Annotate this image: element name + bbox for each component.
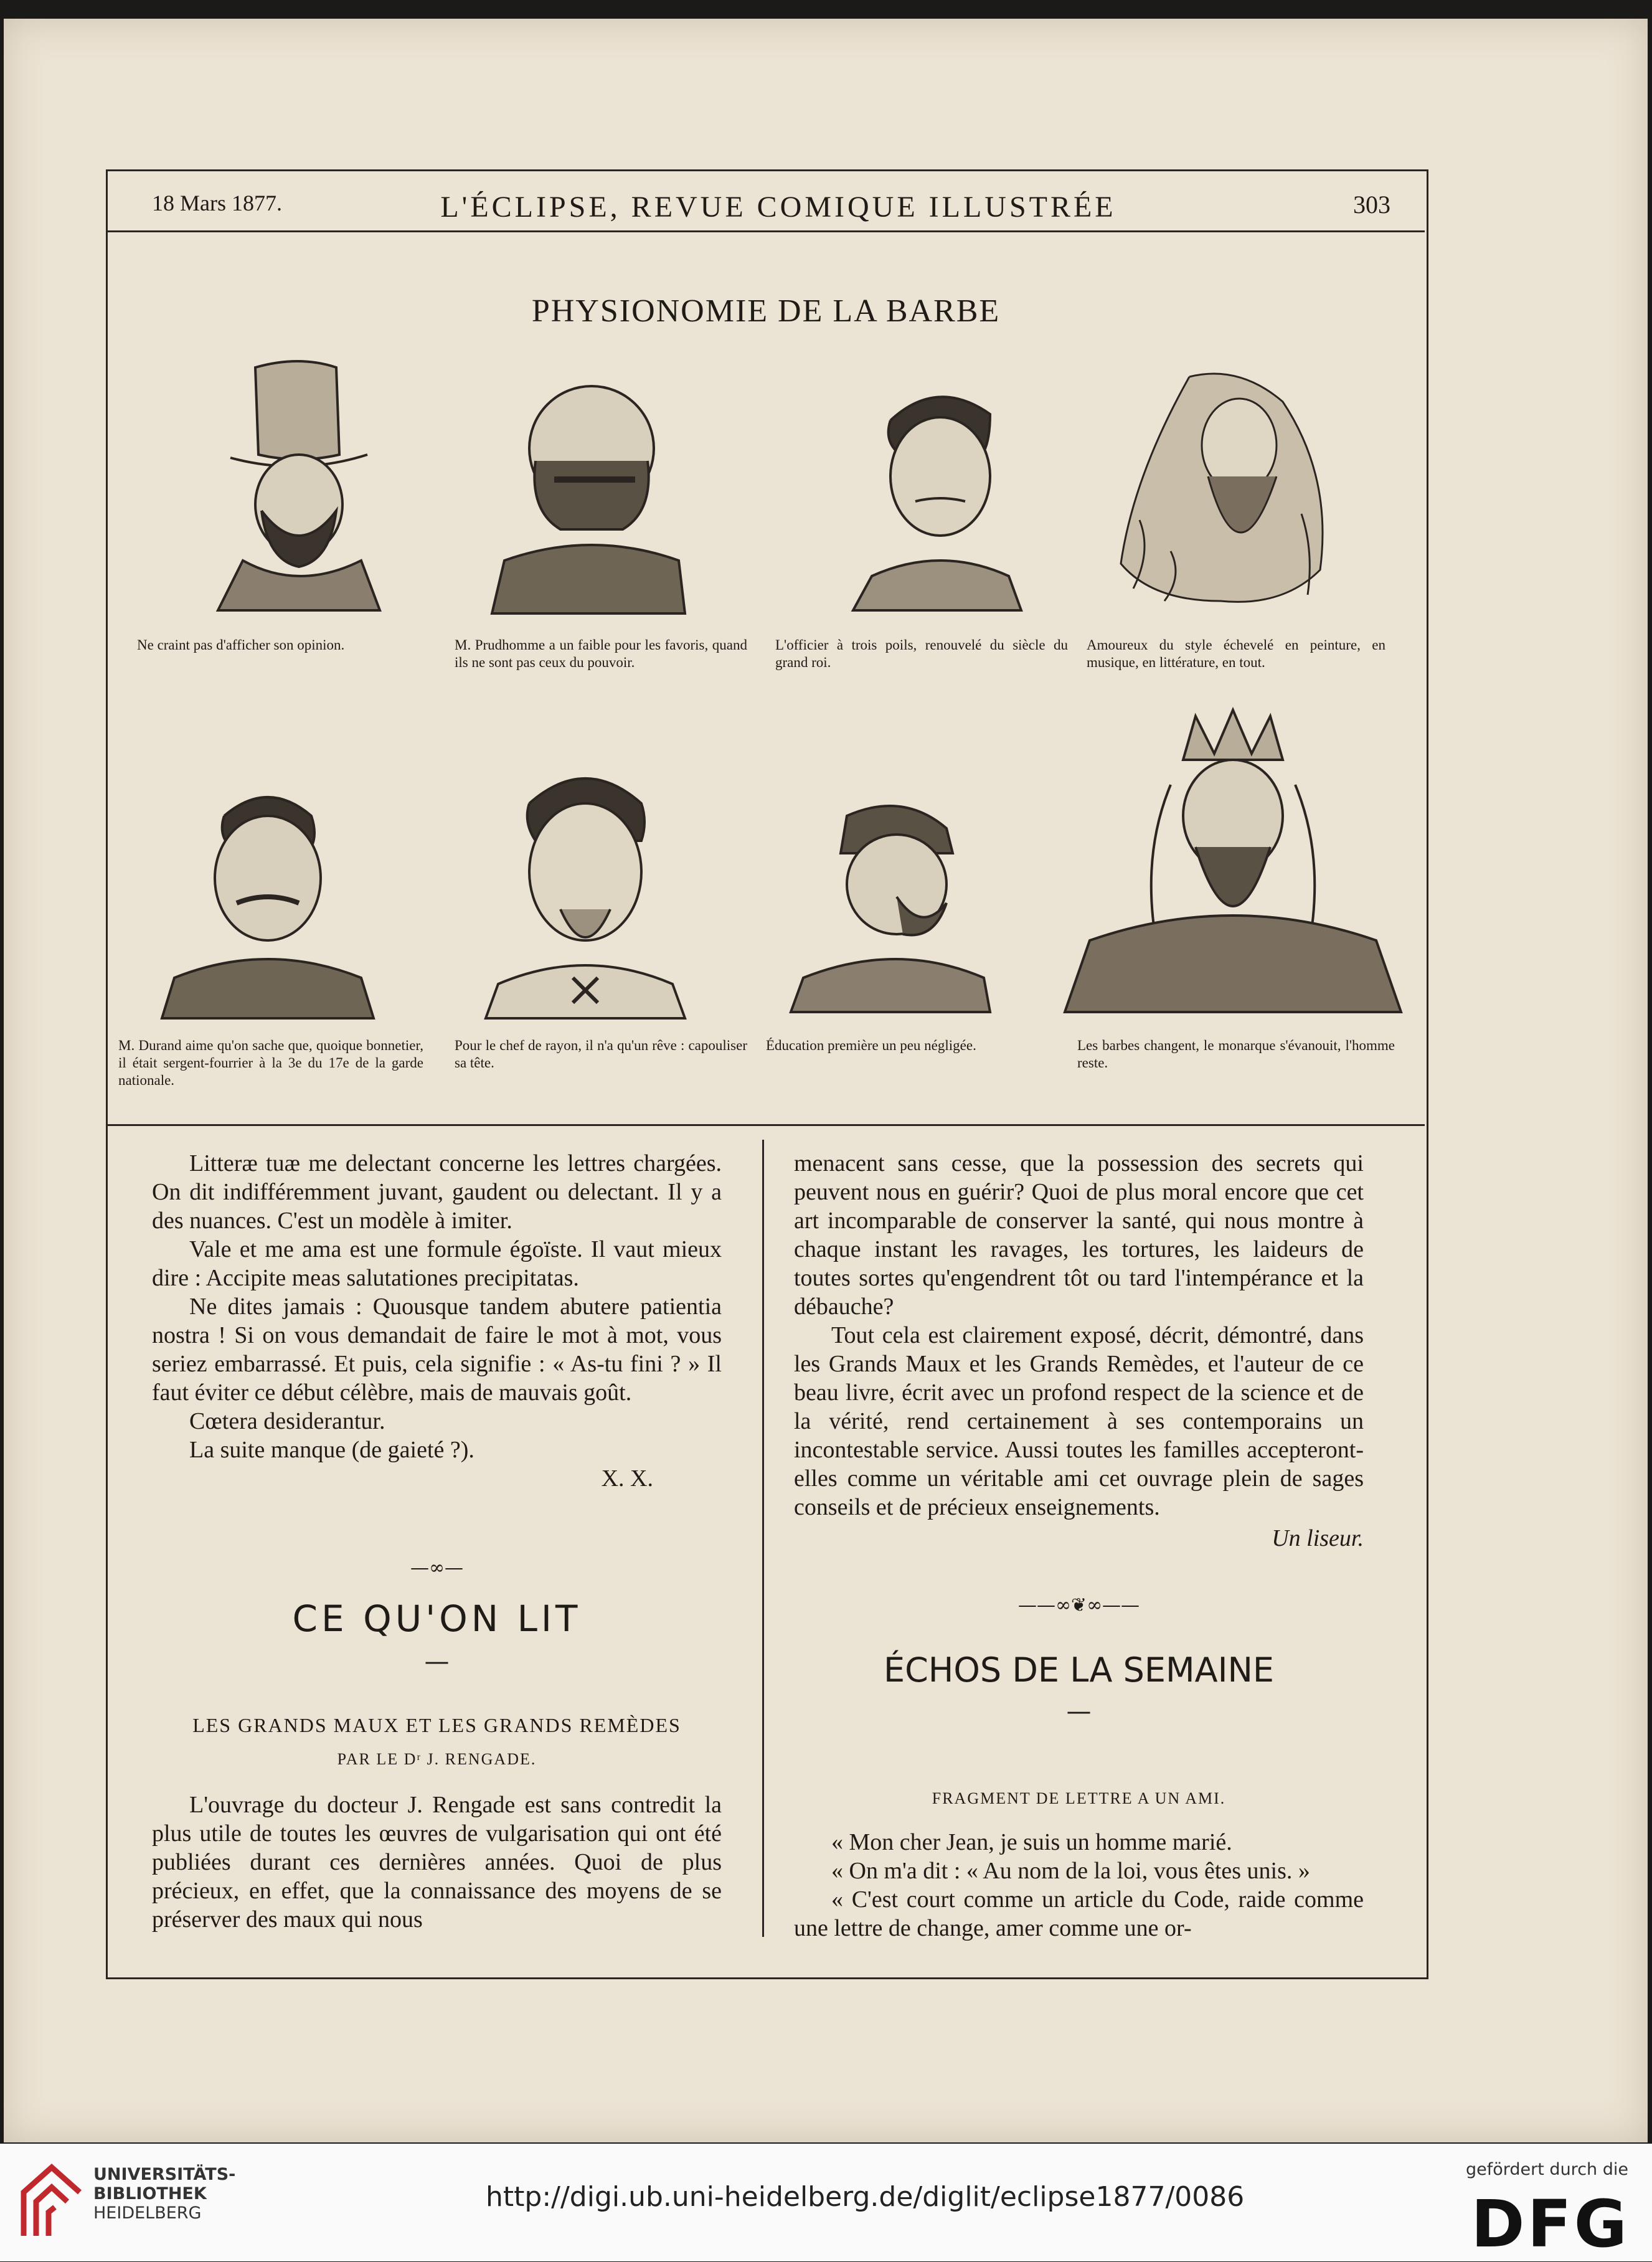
university-library-name [93,2165,235,2223]
paragraph: menacent sans cesse, que la possession des secrets qui peuvent nous en guérir? Quoi de plus moral encore que cet art incomparable de conserver la santé, qui nous montre à chaque instant les ravages, les tortures, les laideurs de toutes sortes qu'engendrent tôt ou tard l'intempérance et la débauche? [794,1150,1364,1320]
review-body [152,1791,722,1934]
dfg-logo[interactable]: DFG [1471,2186,1630,2262]
paragraph: Cœtera desiderantur. [189,1408,385,1434]
paragraph: « C'est court comme un article du Code, raide comme une lettre de change, amer comme une or- [794,1886,1364,1941]
paragraph: Vale et me ama est une formule égoïste. Il vaut mieux dire : Accipite meas salutationes precipitatas. [152,1236,722,1291]
ornament: —∞— [410,1557,463,1579]
ornament: ——∞❦∞—— [1017,1594,1140,1616]
illustration-rule [107,1124,1425,1126]
paragraph: La suite manque (de gaieté ?). [189,1437,474,1463]
caption-6: Pour le chef de rayon, il n'a qu'un rêve : capouliser sa tête. [455,1038,747,1071]
paragraph: Tout cela est clairement exposé, décrit, démontré, dans les Grands Maux et les Grands Remèdes, et l'auteur de ce beau livre, écrit avec un profond respect de la science et de la vérité, rend certainement à ses contemporains un incontestable service. Aussi toutes les familles accepteront-elles comme un véritable ami cet ouvrage plein de sages conseils et de précieux enseignements. [794,1322,1364,1520]
echos-heading: ÉCHOS DE LA SEMAINE [883,1650,1275,1690]
portrait-durand-icon [149,778,386,1021]
portrait-long-beard-icon [1096,364,1357,613]
portrait-cap-man-icon [778,791,1003,1015]
letter-title: FRAGMENT DE LETTRE A UN AMI. [932,1789,1226,1807]
caption-2: M. Prudhomme a un faible pour les favoris, quand ils ne sont pas ceux du pouvoir. [455,637,747,670]
caption-5: M. Durand aime qu'on sache que, quoique bonnetier, il était sergent-fourrier à la 3e du 17e de la garde nationale. [118,1038,423,1088]
column-divider [762,1140,764,1937]
ce-quon-lit-heading: CE QU'ON LIT [292,1597,582,1640]
caption-4: Amoureux du style échevelé en peinture, en musique, en littérature, en tout. [1087,637,1385,670]
signature: Un liseur. [1272,1525,1364,1551]
paragraph: L'ouvrage du docteur J. Rengade est sans contredit la plus utile de toutes les œuvres de vulgarisation qui ont été publiées durant ces dernières années. Quoi de plus précieux, en effet, que la connaissance des moyens de se préserver des maux qui nous [152,1792,722,1933]
portrait-chef-de-rayon-icon [467,760,704,1021]
portrait-bald-favoris-icon [479,374,691,617]
portrait-tall-hat-icon [205,355,392,617]
portrait-crowned-monarch-icon [1052,704,1414,1015]
right-column-text [794,1149,1364,1553]
library-line: HEIDELBERG [93,2203,202,2223]
caption-3: L'officier à trois poils, renouvelé du siècle du grand roi. [775,637,1068,670]
header-rule [107,230,1425,232]
paragraph: Ne dites jamais : Quousque tandem abutere patientia nostra ! Si on vous demandait de faire le mot à mot, vous seriez embarrassé. Et puis, cela signifie : « As-tu fini ? » Il faut éviter ce début célèbre, mais de mauvais goût. [152,1294,722,1406]
caption-8: Les barbes changent, le monarque s'évanouit, l'homme reste. [1077,1038,1395,1071]
letter-body [794,1828,1364,1943]
book-title: LES GRANDS MAUX ET LES GRANDS REMÈDES [192,1714,681,1736]
funding-label: gefördert durch die [1466,2160,1628,2179]
library-line: UNIVERSITÄTS- [93,2165,236,2184]
heading-dash: — [424,1647,450,1676]
heading-dash: — [1066,1697,1092,1726]
issue-date: 18 Mars 1877. [152,191,282,215]
masthead-title: L'ÉCLIPSE, REVUE COMIQUE ILLUSTRÉE [440,191,1116,224]
permalink-url[interactable]: http://digi.ub.uni-heidelberg.de/diglit/eclipse1877/0086 [486,2181,1245,2213]
caption-7: Éducation première un peu négligée. [766,1038,976,1053]
paragraph: Litteræ tuæ me delectant concerne les lettres chargées. On dit indifféremment juvant, gaudent ou delectant. Il y a des nuances. C'est un modèle à imiter. [152,1150,722,1234]
page-number: 303 [1353,191,1390,219]
library-line: BIBLIOTHEK [93,2184,207,2203]
caption-1: Ne craint pas d'afficher son opinion. [137,637,345,653]
paragraph: « On m'a dit : « Au nom de la loi, vous êtes unis. » [831,1858,1310,1884]
paragraph: « Mon cher Jean, je suis un homme marié. [831,1829,1232,1855]
signature: X. X. [601,1465,653,1492]
university-library-logo-icon[interactable] [17,2155,86,2242]
section-title: PHYSIONOMIE DE LA BARBE [531,293,1001,329]
book-author: PAR LE Dʳ J. RENGADE. [337,1750,537,1768]
portrait-officer-icon [834,377,1040,613]
left-column-text [152,1149,722,1493]
